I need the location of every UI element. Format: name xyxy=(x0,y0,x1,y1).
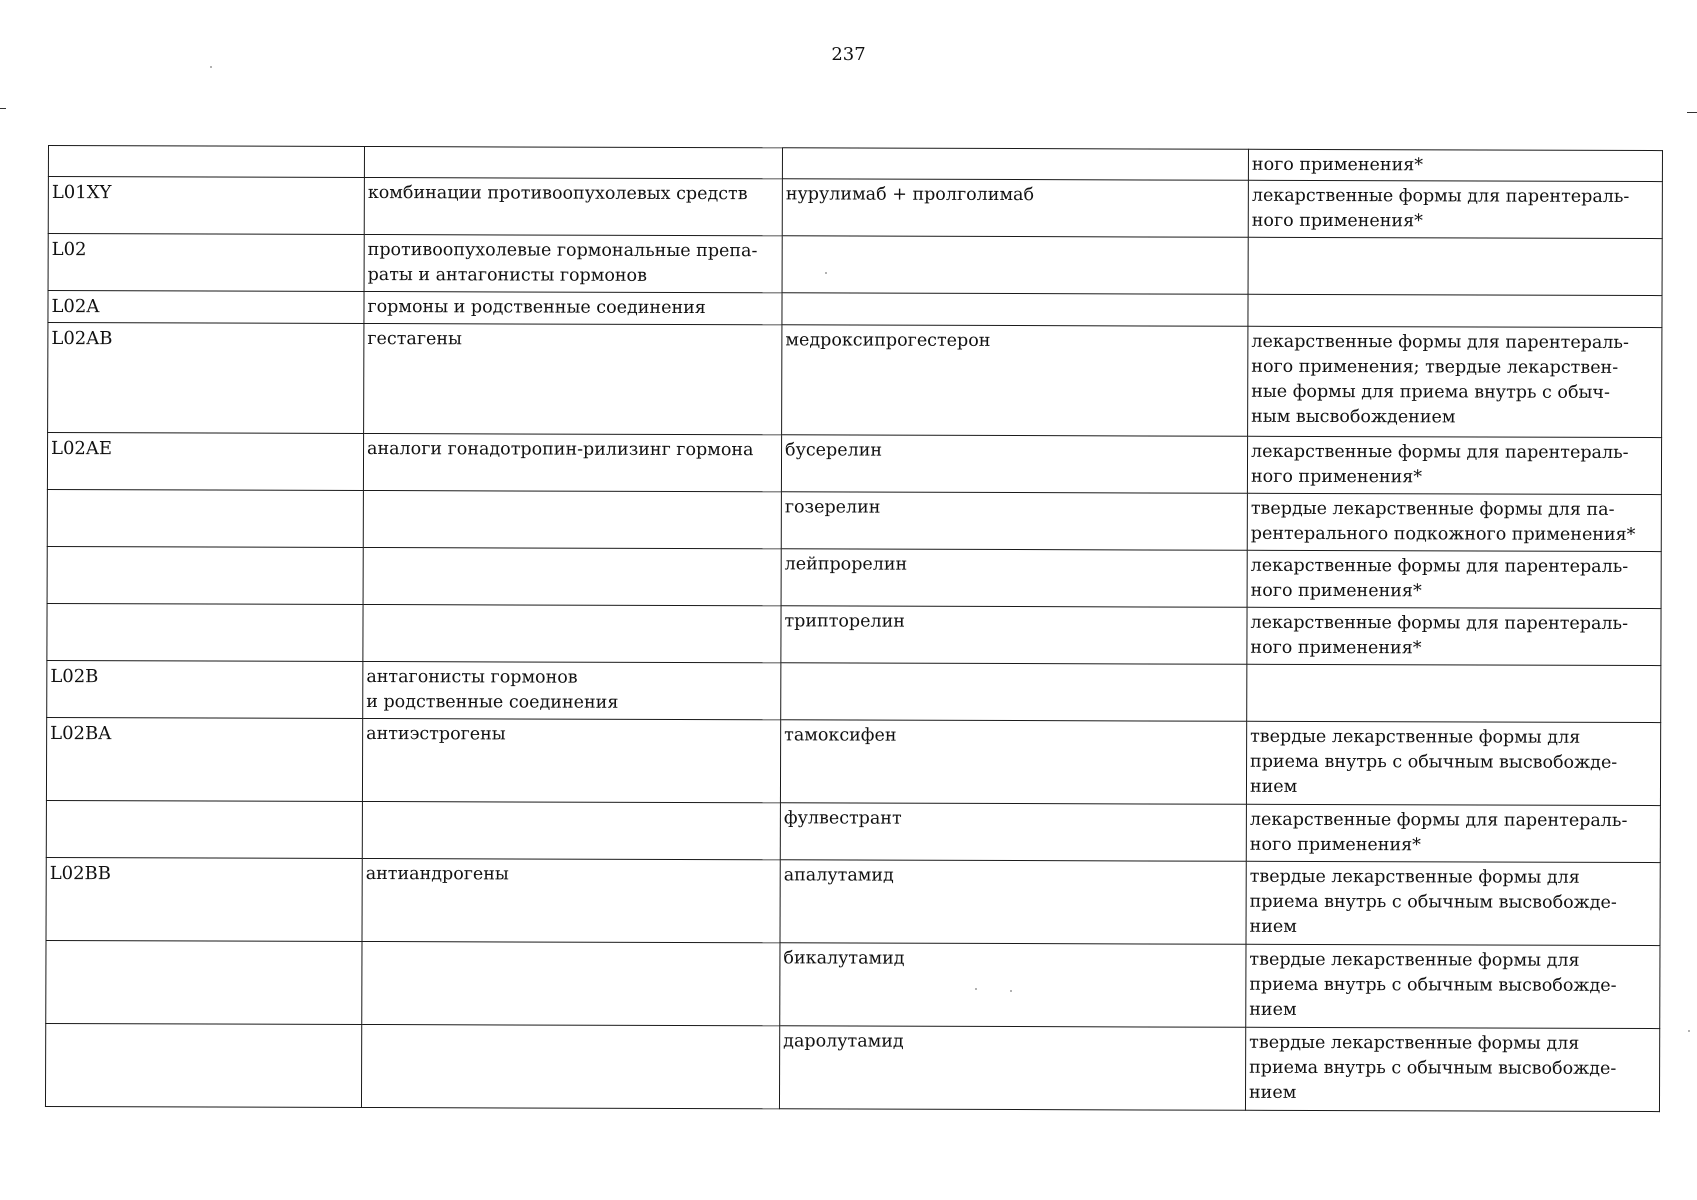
atc-code-text: L02BB xyxy=(49,863,112,885)
drug-name-cell xyxy=(781,549,1247,607)
atc-code-cell xyxy=(47,546,363,604)
anatomical-group-text: аналоги гонадотропин-рилизинг гормона xyxy=(367,439,754,461)
anatomical-group-cell xyxy=(363,604,781,662)
dosage-form-text: твердые лекарственные формы для приема внутрь с обычным высвобожде- нием xyxy=(1249,949,1617,1020)
anatomical-group-cell xyxy=(363,433,781,491)
anatomical-group-cell xyxy=(364,323,782,434)
table-row xyxy=(48,146,1662,182)
dosage-form-cell xyxy=(1247,550,1661,608)
dosage-form-cell xyxy=(1247,607,1661,665)
drug-name-cell xyxy=(780,720,1246,804)
dosage-form-cell xyxy=(1246,861,1660,945)
drug-name-text: нурулимаб + пролголимаб xyxy=(785,184,1035,206)
anatomical-group-cell xyxy=(362,801,780,859)
anatomical-group-cell xyxy=(364,177,782,235)
table-row xyxy=(47,660,1661,722)
anatomical-group-cell xyxy=(363,490,781,548)
anatomical-group-cell xyxy=(363,547,781,605)
atc-code-cell xyxy=(48,146,364,178)
table-row xyxy=(46,940,1660,1028)
drug-name-cell xyxy=(779,1026,1245,1110)
atc-code-cell xyxy=(48,291,364,324)
table-row xyxy=(46,857,1660,945)
dosage-form-cell xyxy=(1247,493,1661,551)
drug-name-text: бикалутамид xyxy=(783,948,905,969)
table-row xyxy=(47,489,1661,551)
drug-name-cell xyxy=(780,943,1246,1027)
anatomical-group-text: антагонисты гормонов и родственные соединения xyxy=(366,667,619,713)
drug-name-cell xyxy=(781,435,1247,493)
drug-name-text: гозерелин xyxy=(784,497,881,518)
drug-name-cell xyxy=(781,492,1247,550)
anatomical-group-cell xyxy=(364,234,782,292)
atc-code-cell xyxy=(46,857,362,941)
dosage-form-cell xyxy=(1246,721,1660,805)
page-number: 237 xyxy=(831,44,866,65)
dosage-form-text: твердые лекарственные формы для па- рентерального подкожного применения* xyxy=(1250,498,1636,545)
dosage-form-cell xyxy=(1248,180,1662,238)
table-row xyxy=(48,323,1662,438)
table-row xyxy=(45,1023,1659,1111)
atc-code-cell xyxy=(48,177,364,235)
drug-name-cell xyxy=(782,325,1248,436)
table-row xyxy=(46,717,1660,805)
dosage-form-text: лекарственные формы для парентераль- ного применения; твердые лекарствен- ные формы для приема внутрь с обыч- ным высвобождением xyxy=(1251,331,1629,428)
atc-code-text: L01XY xyxy=(51,182,112,204)
table-row xyxy=(47,546,1661,608)
atc-code-cell xyxy=(46,800,362,858)
anatomical-group-text: комбинации противоопухолевых средств xyxy=(367,183,748,205)
atc-code-cell xyxy=(48,234,364,292)
drug-name-text: лейпрорелин xyxy=(784,554,908,575)
dosage-form-cell xyxy=(1246,944,1660,1028)
drug-name-cell xyxy=(780,860,1246,944)
atc-code-cell xyxy=(45,1023,361,1107)
atc-code-cell xyxy=(46,940,362,1024)
drug-name-cell xyxy=(782,236,1248,294)
anatomical-group-cell xyxy=(363,661,781,719)
dosage-form-cell xyxy=(1248,326,1662,437)
dosage-form-cell xyxy=(1245,1027,1659,1111)
table-row xyxy=(47,433,1661,495)
atc-code-text: L02B xyxy=(50,666,99,688)
scan-edge-mark xyxy=(0,108,6,109)
atc-code-cell xyxy=(46,717,362,801)
anatomical-group-text: антиандрогены xyxy=(365,864,509,885)
atc-code-cell xyxy=(48,323,364,434)
dosage-form-cell xyxy=(1248,294,1662,327)
anatomical-group-text: гормоны и родственные соединения xyxy=(367,297,706,319)
atc-code-cell xyxy=(47,489,363,547)
dosage-form-text: лекарственные формы для парентераль- ного применения* xyxy=(1250,441,1629,488)
atc-code-text: L02AE xyxy=(51,438,113,460)
drug-name-cell xyxy=(781,606,1247,664)
atc-code-cell xyxy=(47,603,363,661)
table-row xyxy=(48,291,1662,328)
drug-name-text: тамоксифен xyxy=(784,725,897,746)
drug-name-cell xyxy=(782,293,1248,326)
anatomical-group-text: противоопухолевые гормональные препа- раты и антагонисты гормонов xyxy=(367,240,758,286)
atc-code-text: L02BA xyxy=(50,723,112,745)
drug-name-text: фулвестрант xyxy=(783,808,902,829)
drug-name-cell xyxy=(782,148,1248,180)
drug-name-text: апалутамид xyxy=(783,865,894,886)
drug-name-text: бусерелин xyxy=(785,440,883,461)
dosage-form-cell xyxy=(1246,804,1660,862)
drug-classification-table xyxy=(45,145,1663,1112)
anatomical-group-cell xyxy=(362,858,780,942)
dosage-form-text: твердые лекарственные формы для приема внутрь с обычным высвобожде- нием xyxy=(1249,726,1618,797)
dosage-form-text: твердые лекарственные формы для приема внутрь с обычным высвобожде- нием xyxy=(1248,1032,1617,1103)
anatomical-group-cell xyxy=(361,1024,779,1108)
dosage-form-cell xyxy=(1248,237,1662,295)
atc-code-text: L02AB xyxy=(51,328,113,350)
drug-name-cell xyxy=(781,663,1247,721)
table-row xyxy=(47,603,1661,665)
dosage-form-text: лекарственные формы для парентераль- ного применения* xyxy=(1250,612,1629,659)
anatomical-group-cell xyxy=(364,291,782,324)
atc-code-cell xyxy=(47,433,363,491)
atc-code-text: L02 xyxy=(51,239,87,261)
atc-code-text: L02A xyxy=(51,296,100,318)
anatomical-group-text: антиэстрогены xyxy=(366,724,506,745)
dosage-form-cell xyxy=(1247,664,1661,722)
dosage-form-text: лекарственные формы для парентераль- ного применения* xyxy=(1250,555,1629,602)
anatomical-group-cell xyxy=(362,718,780,802)
scan-artifact xyxy=(1688,1030,1690,1032)
drug-name-cell xyxy=(780,803,1246,861)
drug-name-text: медроксипрогестерон xyxy=(785,330,991,351)
dosage-form-text: лекарственные формы для парентераль- ного применения* xyxy=(1251,185,1630,232)
atc-code-cell xyxy=(47,660,363,718)
table-row xyxy=(46,800,1660,862)
table-body xyxy=(45,146,1662,1112)
drug-name-text: трипторелин xyxy=(784,611,905,632)
drug-name-text: даролутамид xyxy=(783,1031,904,1052)
dosage-form-text: лекарственные формы для парентераль- ного применения* xyxy=(1249,809,1628,856)
drug-name-cell xyxy=(782,179,1248,237)
anatomical-group-text: гестагены xyxy=(367,329,462,350)
table-row xyxy=(48,234,1662,296)
anatomical-group-cell xyxy=(364,146,782,178)
anatomical-group-cell xyxy=(362,941,780,1025)
dosage-form-cell xyxy=(1248,149,1662,181)
dosage-form-cell xyxy=(1247,436,1661,494)
scan-artifact xyxy=(210,66,212,68)
dosage-form-text: ного применения* xyxy=(1251,154,1424,176)
table-row xyxy=(48,177,1662,239)
scan-edge-mark xyxy=(1687,112,1697,113)
dosage-form-text: твердые лекарственные формы для приема внутрь с обычным высвобожде- нием xyxy=(1249,866,1617,937)
